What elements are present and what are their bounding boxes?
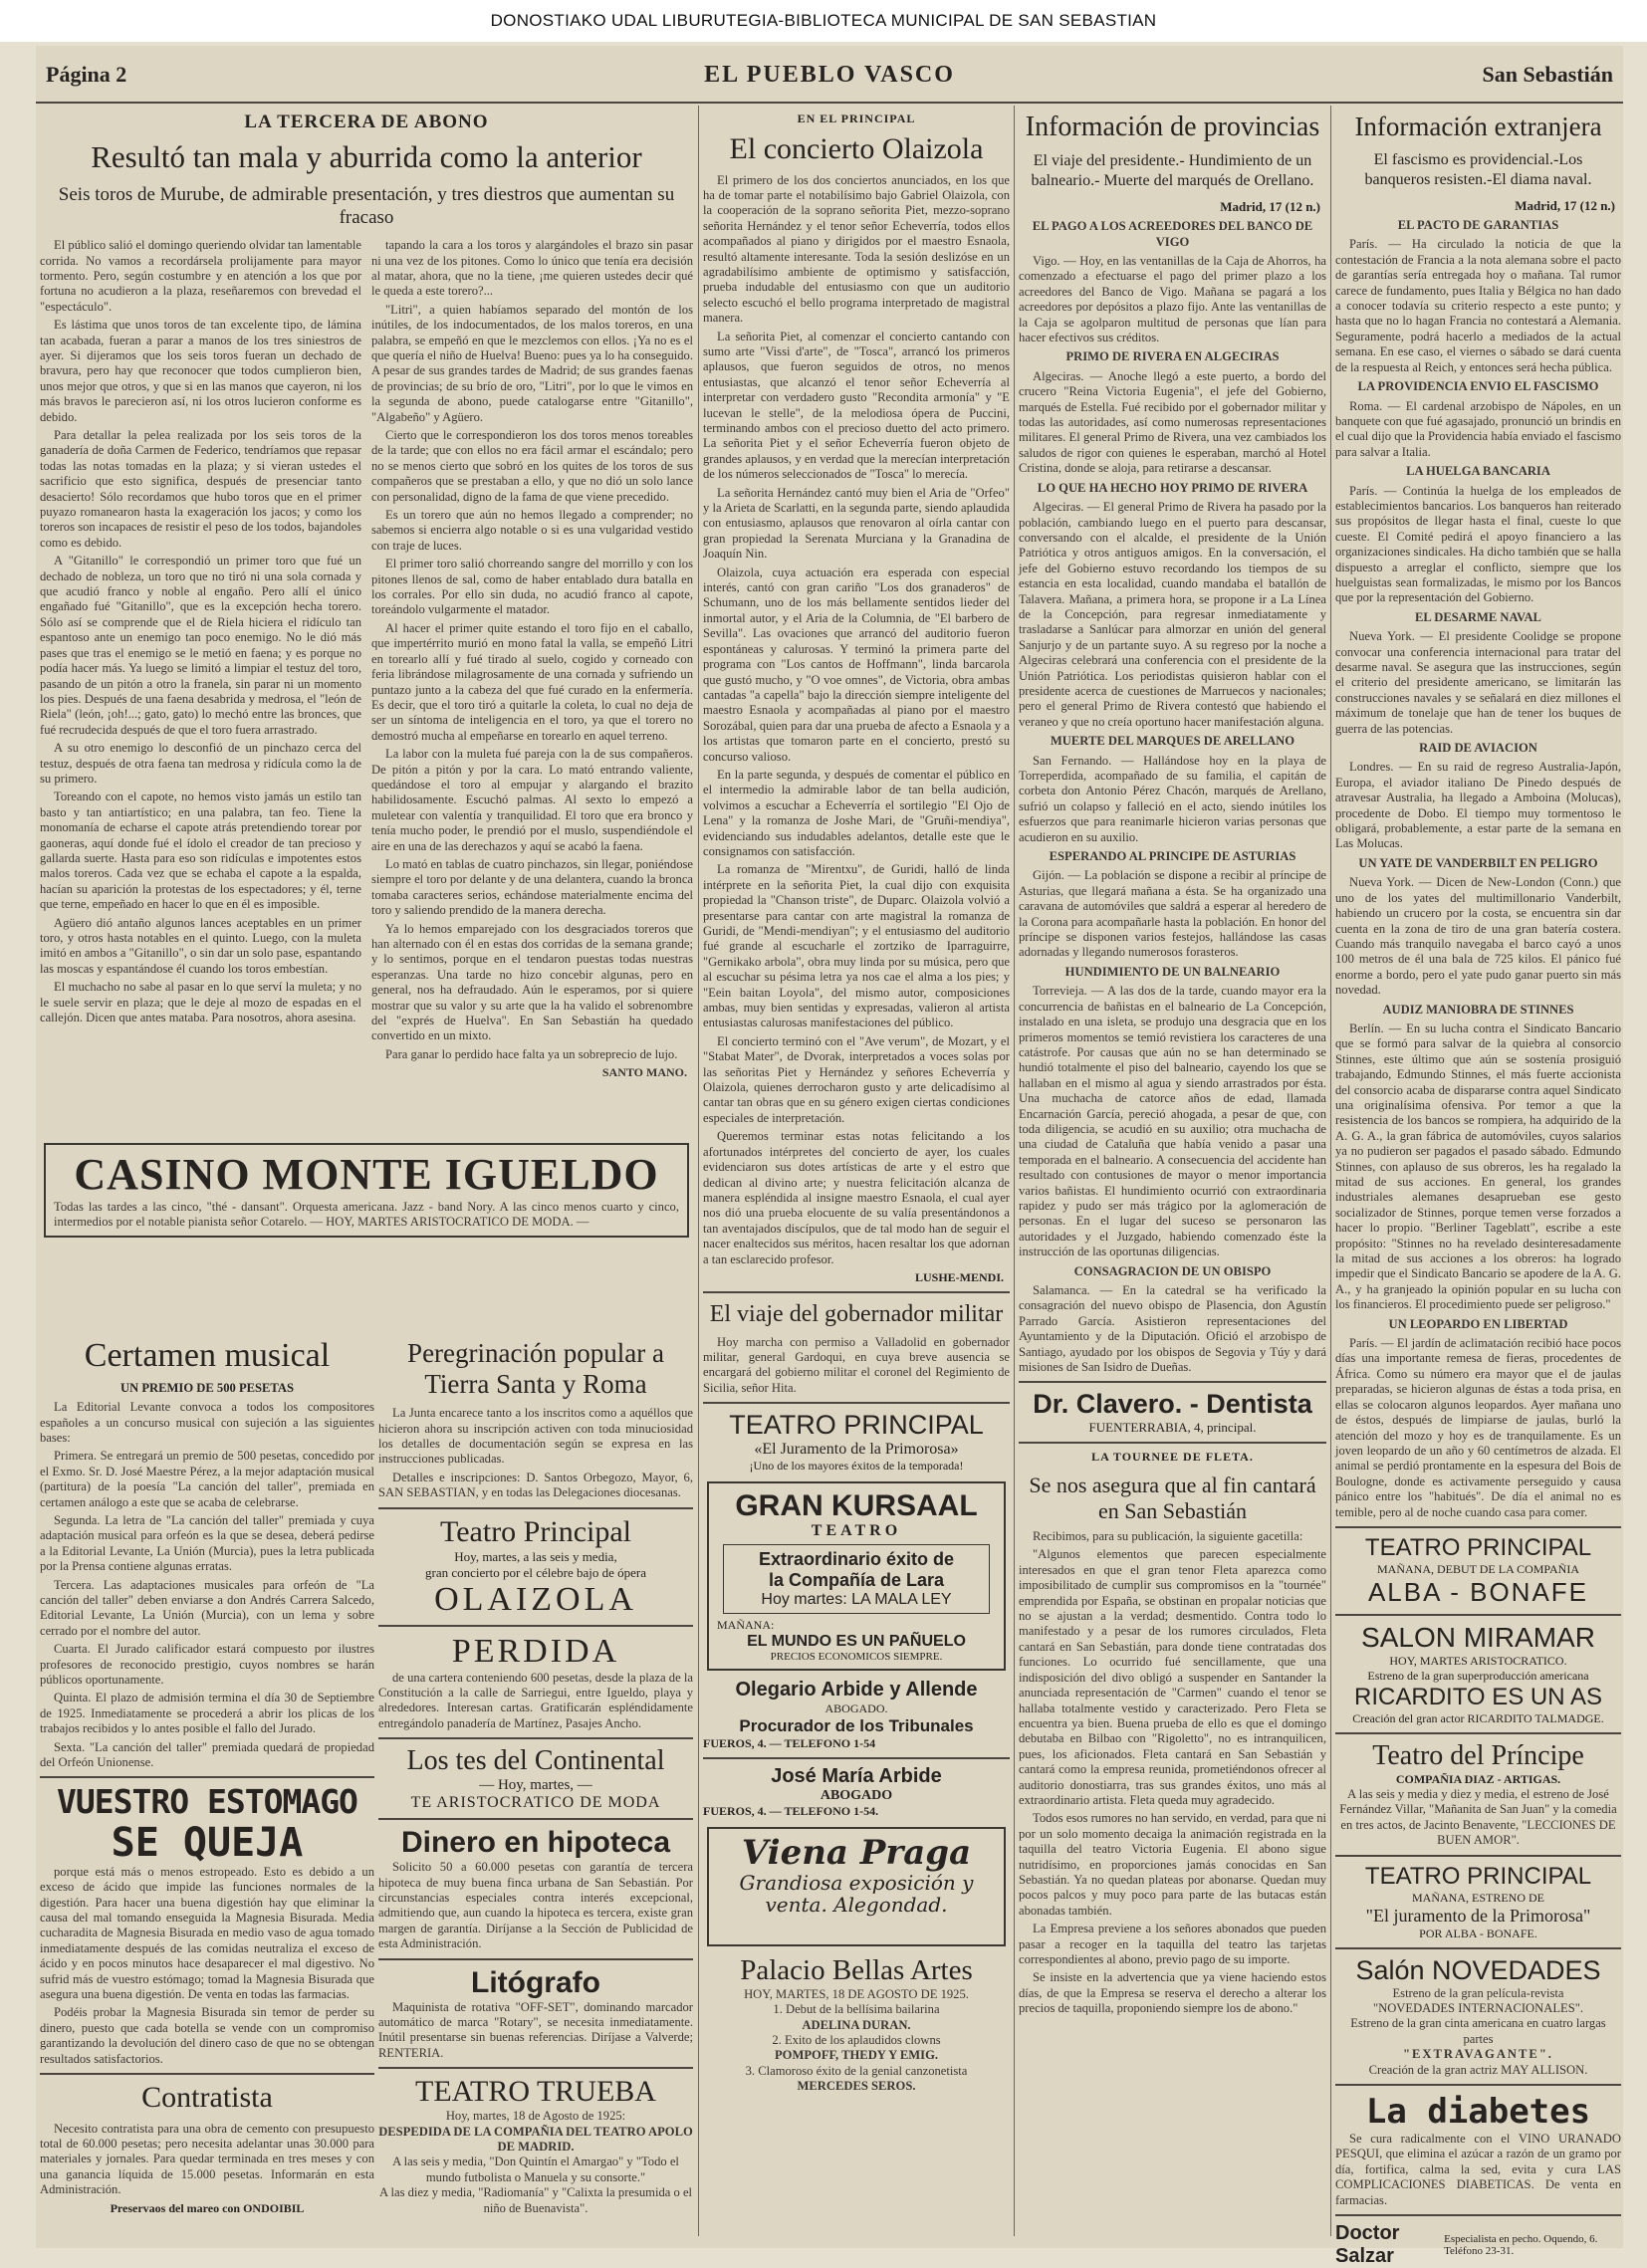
- certamen-body: La Editorial Levante convoca a todos los compositores españoles a un concurso musical con sujeción a las siguientes bases: Primera. Se entregará un premio de 500 pesetas, concedido por el Exmo. Sr. D. José Maestre Pérez, a la mejor adaptación musical (partitura) de la poesía "La canción del taller", premiada en certamen análogo a este que se acaba de celebrarse. Segunda. La letra de "La canción del taller" premiada y cuya adaptación musical para orfeón es la que se desea, deberá pedirse a la Editorial Levante, La Unión (Murcia), pues la letra publicada por la Prensa contiene algunas erratas. Tercera. Las adaptaciones musicales para orfeón de "La canción del taller" deben enviarse a don Andrés Carrera Salcedo, Editorial Levante, La Unión (Murcia), con un lema y sobre cerrado por el nombre del autor. Cuarta. El Jurado calificador estará compuesto por ilustres profesores de reconocido prestigio, cuyos nombres se harán públicos oportunamente. Quinta. El plazo de admisión termina el día 30 de Septiembre de 1925. Inmediatamente se procederá a abrir los plicas de los trabajos recibidos y lo antes posible el fallo del Jurado. Sexta. "La canción del taller" premiada quedará de propiedad del Orfeón Unionense.: [40, 1400, 374, 1770]
- extranjera-headline: Información extranjera: [1354, 112, 1602, 141]
- litografo-title: Litógrafo: [471, 1965, 600, 1999]
- article-body-left: El público salió el domingo queriendo olvidar tan lamentable corrida. No vamos a recordársela prolijamente para mayor tormento. Pero, según costumbre y en atención a los que por fortuna no acudieron a la plaza, reseñaremos con brevedad el "espectáculo". Es lástima que unos toros de tan excelente tipo, de lámina tan acabada, fueran a parar a manos de los tres siniestros de ayer. Si dijeramos que los seis toros fueran un dechado de bravura, pero hay que reconocer que todos cumplieron bien, unos mejor que otros, y que si en las manos que cayeron, ni los más bravos le parecieron así, ni los otros lucieron conforme es debido. Para detallar la pelea realizada por los seis toros de la ganadería de doña Carmen de Federico, tendríamos que repasar todas las notas tomadas en la plaza; y si vieran ustedes el sacrificio que esto significa, después de presenciar tanto desacierto! Sólo recordamos que hubo toros que en el primer puyazo romanearon hasta la exageración los jacos; y como los toreros son incapaces de resistir el peso de los todos, bajandoles como es debido. A "Gitanillo" le correspondió un primer toro que fué un dechado de nobleza, un toro que no tiró ni una sola cornada y que acudió franco y noble al engaño. Pero allí el único engañado fué "Gitanillo", que es la excepción hecha torero. Sólo así se comprende que el de Riela hiciera el ridículo tan espantoso ante un enemigo tan poco enemigo. No le dió más pases que tras el enemigo se le metió en faena; y es porque no podía hacer más. Ya luego se limitó a limpiar el testuz del toro, pasando de un pitón a otro la franela, sin parar ni un momento los pies. Después de una faena desabrida y medrosa, el "león de Riela" (león, ¡oh!...; gato, gato) lo mechó entre las bronces, que fué recrudecida después de que el toro fuera arrastrado. A su otro enemigo lo desconfió de un pinchazo cerca del testuz, después de otra faena tan medrosa y ridícula como la de su primero. Toreando con el capote, no hemos visto jamás un estilo tan basto y tan antiartístico; en una palabra, tan feo. Tiene la monomanía de echarse el capote atrás pretendiendo torear por gaoneras, aquí donde fué el ídolo el creador de tan precioso y gallarda suerte. Hasta para eso son ridículas e impotentes estos malos toreros. Cada vez que se echaba el capote a la espalda, hacían su aparición la protestas de los espectadores; y él, terne que terne, empeñado en hacer lo que en él es imposible. Agüero dió antaño algunos lances aceptables en un primer toro, y otros hasta notables en el quinto. Luego, con la muleta imitó en ambos a "Gitanillo", o sin dar un solo pase, espantando las moscas y espantándose él cuando los toros embestían. El muchacho no sabe al pasar en lo que serví la muleta; y no le suele servir en plaza; que le deje al mozo de espadas en el callejón. Dicen que antes mataba. Para nosotros, ahora asesina.: [40, 238, 361, 1025]
- page-number: Página 2: [46, 62, 127, 87]
- extranjera-column: Información extranjera El fascismo es providencial.-Los banqueros resisten.-El diama naval. Madrid, 17 (12 n.) EL PACTO DE GARANTIAS París. — Ha circulado la noticia de que la contestación de Francia a la nota alemana sobre el pacto de garantías sería entregada hoy o mañana. Tal rumor carece de fundamento, pues Italia y Bélgica no han dado a conocer todavía su criterio respecto a este punto; y hasta que no lo hagan Francia no contestará a Alemania. Seguramente, podrá hacerlo a mediados de la actual semana. En ese caso, el viernes o sábado se dará cuenta de la respuesta al Reich, y entonces será hecha pública. LA PROVIDENCIA ENVIO EL FASCISMO Roma. — El cardenal arzobispo de Nápoles, en un banquete con que fué agasajado, pronunció un brindis en el cual dijo que la Providencia había enviado el fascismo para salvar a Italia. LA HUELGA BANCARIA París. — Continúa la huelga de los empleados de establecimientos bancarios. Los banqueros han reiterado sus propósitos de llegar hasta el final, cueste lo que cueste. El Comité pedirá el apoyo financiero a las organizaciones sindicales. Ha dicho también que se halla dispuesto a arreglar el conflicto, siempre que los huelguistas sean formalizadas, le mismo por los Bancos que por la representación del Gobierno. EL DESARME NAVAL Nueva York. — El presidente Coolidge se propone convocar una conferencia internacional para tratar del desarme naval. Se asegura que las instrucciones, según el criterio del presidente americano, se limitarán las construcciones navales y se señalará en diez millones el máximum de tonelaje que han de tener los buques de guerra de las potencias. RAID DE AVIACION Londres. — En su raid de regreso Australia-Japón, Europa, el aviador italiano De Pinedo después de atravesar Australia, ha llegado a Amboina (Molucas), procedente de Dobo. El tiempo muy tormentoso le obligará, probablemente, a estar parte de la semana en Las Molucas. UN YATE DE VANDERBILT EN PELIGRO Nueva York. — Dicen de New-London (Conn.) que uno de los yates del multimillonario Vanderbilt, habiendo un crucero por la costa, se encuentra sin dar cuenta en la zona de tiro de una gran batería costera. Cuando más tranquilo navegaba el barco cayó a unos 100 metros de él una bala de 725 kilos. El pánico fué enorme a bordo, pero el yate pudo ganar puerto sin más novedad. AUDIZ MANIOBRA DE STINNES Berlín. — En su lucha contra el Sindicato Bancario que se formó para salvar de la quiebra al consorcio Stinnes, este último que aún se sostenía prosiguió trabajando, Edmundo Stinnes, el más fuerte accionista del consorcio acaba de dispararse contra aquel Sindicato una originalísima ofensiva. Por temor a que la resistencia de los bancos se rompiera, ha adquirido de la A. G. A., la gran fábrica de automóviles, cuyos salarios ya no pudieron ser pagados el pasado sábado. Edmundo Stinnes, con aplauso de sus obreros, les ha regalado la mitad de sus acciones. En general, los grandes industriales alemanes desaprueban ese gesto socializador de Stinnes, porque temen verse forzados a hacer lo propio. "Berliner Tageblatt", escribe a este propósito: "Stinnes no ha revelado desinteresadamente la mitad de sus acciones a los obreros: ha logrado impedir que el Sindicato Bancario se apodere de la A. G. A., y ha granjeado la opinión popular en su lucha con los financieros. El procedimiento puede ser peligroso." UN LEOPARDO EN LIBERTAD París. — El jardín de aclimatación recibió hace pocos días una importante remesa de fieras, procedentes de África. Como su número era mayor que el de jaulas preparadas, se hicieron algunas de éstas a toda prisa, en ellas se colocaron algunos leopardos. Ayer mañana uno de éstos, después de limpiarse de jaulas, burló la atención del mozo y hoy es de tranquilamente. Es un joven leopardo de un año y 60 centímetros de alzada. El animal se perdió prontamente en la espesura del Bois de Boulogne, donde es activamente perseguido y causa pánico entre los "habitués". De día el animal no es temible, pero al de noche cuando casa para comer. TEATRO PRINCIPAL MAÑANA, DEBUT DE LA COMPAÑIA ALBA - BONAFE SALON MIRAMAR HOY, MARTES ARISTOCRATICO. Estreno de la gran superproducción americana RICARDITO ES UN AS Creación del gran actor RICARDITO TALMADGE. Teatro del Príncipe COMPAÑIA DIAZ - ARTIGAS. A las seis y media y diez y media, el estreno de José Fernández Villar, "Mañanita de San Juan" y la comedia en tres actos, de Jacinto Benavente, "LECCIONES DE BUEN AMOR". TEATRO PRINCIPAL MAÑANA, ESTRENO DE "El juramento de la Primorosa" POR ALBA - BONAFE. Salón NOVEDADES Estreno de la gran película-revista "NOVEDADES INTERNACIONALES". Estreno de la gran cinta americana en cuatro largas partes "EXTRAVAGANTE". Creación de la gran actriz MAY ALLISON. La diabetes Se cura radicalmente con el VINO URANADO PESQUI, que elimina el azúcar a razón de un gramo por día, fortifica, calma la sed, evita y cura LAS COMPLICACIONES DIABETICAS. De venta en farmacias. Doctor Salzar Especialista en pecho. Oquendo, 6. Teléfono 23-31.: [1335, 112, 1621, 2268]
- bullfight-article: [40, 106, 693, 1260]
- contratista-title: Contratista: [141, 2081, 273, 2115]
- viaje-title: El viaje del gobernador militar: [709, 1300, 1004, 1327]
- article-body-right: tapando la cara a los toros y alargándoles el brazo sin pasar ni una vez de los pitones. Como lo único que tenía era decisión al matar, ahora, que no la tiene, ¡me quieren ustedes decir qué le queda a este torero?... "Litri", a quien habíamos separado del montón de los inútiles, de los indocumentados, de los malos toreros, en una palabra, se empeñó en que le mezclemos con ellos. ¡Ya no es el que quería el niño de Huelva! Bueno: pues ya lo ha conseguido. A pesar de sus grandes tardes de Madrid; de sus grandes faenas de provincias; de su brío de oro, "Litri", por lo que le vimos en la segunda de abono, puede catalogarse entre "Gitanillo", "Algabeño" y Agüero. Cierto que le correspondieron los dos toros menos toreables de la tarde; que con ellos no era fácil armar el escándalo; pero no se menos cierto que sobró en los quites de los toros de sus compañeros que se prestaban a ello, y que no dió un solo lance con personalidad, digno de la fama de que viene precedido. Es un torero que aún no hemos llegado a comprender; no sabemos si encierra algo notable o si es una vulgaridad vestido con traje de luces. El primer toro salió chorreando sangre del morrillo y con los pitones llenos de sal, como de haber entablado dura batalla en los corrales. Por ello sin duda, no acudió franco al capote, toreándolo vulgarmente el matador. Al hacer el primer quite estando el toro fijo en el caballo, que impertérrito murió en mono fatal la valla, se empeñó Litri en torearlo allí y fué tirado al suelo, cogido y corneado con feria librándose milagrosamente de una cornada y sufriendo un puntazo junto a la cabeza del que fué curado en la enfermería. Es decir, que el toro tiró a quitarle la coleta, lo cual no deja de ser un síntoma de inteligencia en el toro, ya que el torero no demostró mucha al empeñarse en torearlo en aquel terreno. La labor con la muleta fué pareja con la de sus compañeros. De pitón a pitón y por la cara. Lo mató entrando valiente, quedándose el toro al empujar y alargando el brazito habilidosamente. Escuchó palmas. Al sexto lo empezó a muletear con valentía y tranquilidad. El toro que era bronco y tenía mucho poder, le prendió por el muslo, suspendiéndole el aire en una de las derechazos y aquí se acabó la faena. Lo mató en tablas de cuatro pinchazos, sin llegar, poniéndose siempre el toro por delante y de una delantera, cuando la bronca tomaba caracteres serios, echándose materialmente encima del toro y saliendo prendido de la manera derecha. Ya lo hemos emparejado con los desgraciados toreros que han alternado con él en estas dos corridas de la semana grande; y lo sentimos, porque en el tendaron puestas todas nuestras esperanzas. Una tarde no hizo concebir algunas, pero en general, nos ha defraudado. Aún le esperamos, por si quiere mostrar que su valor y su arte que la ha valido el sobrenombre del "exprés de Huelva". En San Sebastián ha quedado convertido en un mixto. Para ganar lo perdido hace falta ya un sobreprecio de lujo. SANTO MANO.: [371, 238, 693, 1080]
- fleta-body: Recibimos, para su publicación, la siguiente gacetilla: "Algunos elementos que parecen especialmente interesados en que el gran tenor Fleta aparezca como imposibilitado de cumplir sus compromisos en la "tournée" emprendida por España, se obstinan en propalar noticias que no se ajustan a la verdad; desmentido. Contra todo lo manifestado y a pesar de los rumores circulados, Fleta cantará en San Sebastián, para donde tiene contratadas dos funciones. Lo ocurrido fué sencillamente, que una indisposición del divo obligó a suspender en Santander la anunciada representación de "Carmen" cuando el tenor se hallaba totalmente vestido y caracterizado. Pero Fleta se encuentra ya bien. Buena prueba de ello es que el domingo debutaba en Bilbao con "Rigoletto", no es intranquilicen, pues, los aficionados. Fleta cantará en San Sebastián y cantará como la empresa reunida, prometiéndonos ofrecer al auditorio donostiarra, tras sus grandes éxitos, uno más al extraordinario artista. Fleta queda muy agradecido. Todos esos rumores no han servido, en verdad, para que ni por un solo momento decaiga la animación registrada en la taquilla del teatro Victoria Eugenia. El abono sigue nutridísimo, en proporciones jamás conocidas en San Sebastián. Ya no quedan plateas por abonarse. Quedan muy pocos palcos y muy poco para parte de las butacas están abonadas también. La Empresa previene a los señores abonados que pueden pasar a recoger en la taquilla del teatro las tarjetas correspondientes al abono, previo pago de su importe. Se insiste en la advertencia que ya viene haciendo estos días, de que la Empresa se reserva el derecho a alterar los precios de taquilla, proponiendo siempre los de abono.": [1019, 1529, 1326, 2016]
- provincias-headline: Información de provincias: [1025, 112, 1320, 142]
- certamen-title: Certamen musical: [84, 1337, 331, 1374]
- article-kicker: LA TERCERA DE ABONO: [244, 112, 489, 132]
- stomach-title-1: VUESTRO ESTOMAGO: [57, 1782, 357, 1822]
- extranjera-body: EL PACTO DE GARANTIAS París. — Ha circulado la noticia de que la contestación de Francia a la nota alemana sobre el pacto de garantías sería entregada hoy o mañana. Tal rumor carece de fundamento, pues Italia y Bélgica no han dado a conocer todavía su criterio respecto a este punto; y hasta que no lo hagan Francia no contestará a Alemania. Seguramente, podrá hacerlo a mediados de la actual semana. En ese caso, el viernes o sábado se dará cuenta de la respuesta al Reich, y entonces será hecha pública. LA PROVIDENCIA ENVIO EL FASCISMO Roma. — El cardenal arzobispo de Nápoles, en un banquete con que fué agasajado, pronunció un brindis en el cual dijo que la Providencia había enviado el fascismo para salvar a Italia. LA HUELGA BANCARIA París. — Continúa la huelga de los empleados de establecimientos bancarios. Los banqueros han reiterado sus propósitos de llegar hasta el final, cueste lo que cueste. El Comité pedirá el apoyo financiero a las organizaciones sindicales. Ha dicho también que se halla dispuesto a arreglar el conflicto, siempre que los huelguistas sean formalizadas, le mismo por los Bancos que por la representación del Gobierno. EL DESARME NAVAL Nueva York. — El presidente Coolidge se propone convocar una conferencia internacional para tratar del desarme naval. Se asegura que las instrucciones, según el criterio del presidente americano, se limitarán las construcciones navales y se señalará en diez millones el máximum de tonelaje que han de tener los buques de guerra de las potencias. RAID DE AVIACION Londres. — En su raid de regreso Australia-Japón, Europa, el aviador italiano De Pinedo después de atravesar Australia, ha llegado a Amboina (Molucas), procedente de Dobo. El tiempo muy tormentoso le obligará, probablemente, a estar parte de la semana en Las Molucas. UN YATE DE VANDERBILT EN PELIGRO Nueva York. — Dicen de New-London (Conn.) que uno de los yates del multimillonario Vanderbilt, habiendo un crucero por la costa, se encuentra sin dar cuenta en la zona de tiro de una gran batería costera. Cuando más tranquilo navegaba el barco cayó a unos 100 metros de él una bala de 725 kilos. El pánico fué enorme a bordo, pero el yate pudo ganar puerto sin más novedad. AUDIZ MANIOBRA DE STINNES Berlín. — En su lucha contra el Sindicato Bancario que se formó para salvar de la quiebra al consorcio Stinnes, este último que aún se sostenía prosiguió trabajando, Edmundo Stinnes, el más fuerte accionista del consorcio acaba de dispararse contra aquel Sindicato una originalísima ofensiva. Por temor a que la resistencia de los bancos se rompiera, ha adquirido de la A. G. A., la gran fábrica de automóviles, cuyos salarios ya no pudieron ser pagados el pasado sábado. Edmundo Stinnes, con aplauso de sus obreros, les ha regalado la mitad de sus acciones. En general, los grandes industriales alemanes desaprueban ese gesto socializador de Stinnes, porque temen verse forzados a hacer lo propio. "Berliner Tageblatt", escribe a este propósito: "Stinnes no ha revelado desinteresadamente la mitad de sus acciones a los obreros: ha logrado impedir que el Sindicato Bancario se apodere de la A. G. A., y ha granjeado la opinión popular en su lucha con los financieros. El procedimiento puede ser peligroso." UN LEOPARDO EN LIBERTAD París. — El jardín de aclimatación recibió hace pocos días una importante remesa de fieras, procedentes de África. Como su número era mayor que el de jaulas preparadas, se hicieron algunas de éstas a toda prisa, en ellas se colocaron algunos leopardos. Ayer mañana uno de éstos, después de limpiarse de jaulas, burló la atención del mozo y hoy es de tranquilamente. Es un joven leopardo de un año y 60 centímetros de alzada. El animal se perdió prontamente en la espesura del Bois de Boulogne, donde es activamente perseguido y causa pánico entre los "habitués". De día el animal no es temible, pero al de noche cuando casa para comer.: [1335, 218, 1621, 1519]
- column-rule: [1014, 106, 1015, 2236]
- concert-body: El primero de los dos conciertos anunciados, en los que ha de tomar parte el notabilísimo bajo Gabriel Olaizola, con la cooperación de la soprano señorita Piet, mezzo-soprano señorita Hernández y el tenor señor Echeverría, todos ellos acompañados al piano y dirigidos por el maestro Esnaola, resultó altamente interesante. Toda la sesión deslizóse en un agradabilísimo ambiente de optimismo y satisfacción, prueba indudable del entusiasmo con que un auditorio selecto escuchó el bello programa interpretado de magistral manera. La señorita Piet, al comenzar el concierto cantando con sumo arte "Vissi d'arte", de "Tosca", arrancó los primeros aplausos, que fueron seguidos de otros, no menos entusiastas, que alcanzó el tenor señor Echeverría al interpretar con verdadero gusto "Recondita armonía" y "E lucevan le stelle", de la melodiosa ópera de Puccini, terminando ambos con el precioso duetto del acto primero. La señorita Piet y el señor Echeverría fueron objeto de grandes aplausos, y en verdad que la merecían interpretación de los números seleccionados de "Tosca" lo merecía. La señorita Hernández cantó muy bien el Aria de "Orfeo" y la Arieta de Scarlatti, en la segunda parte, siendo aplaudida con entusiasmo, aplausos que renovaron al oírla cantar con gran propiedad la Serenata Murciana y la Granadina de Joaquín Nin. Olaizola, cuya actuación era esperada con especial interés, cantó con gran cariño "Los dos granaderos" de Schumann, uno de los más bellamente sentidos lieder del inmortal autor, y el Aria de la Columnia, de "El barbero de Sevilla". Las ovaciones que arrancó del auditorio fueron espontáneas y calurosas. Y terminó la primera parte del programa con "Los cantos de Hoffmann", linda barcarola que gustó mucho, y "O voe omnes", de Victoria, obra ambas cantadas "a capella" bajo la dirección siempre inteligente del maestro Esnaola y acompañadas al piano por el maestro Sorozábal, quien para dar una prueba de afecto a Esnaola y a los artistas que tomaron parte en el concierto, prestó su concurso valioso. En la parte segunda, y después de comentar el público en el intermedio la admirable labor de tan bella audición, volvimos a escuchar a Echeverría el sortilegio "El Ojo de Lena" y la romanza de Joshe Mari, de "Gruñi-mendiya", evidenciando sus indudables adelantos, detalle este que le consignamos con satisfacción. La romanza de "Mirentxu", de Guridi, halló de linda intérprete en la señorita Piet, la cual dijo con exquisita propiedad la "Chanson triste", de Duparc. Olaizola volvió a presentarse para cantar con arte magistral la romanza de Guridi, de "Mendi-mendiyan"; y el entusiasmo del auditorio fué grande al escucharle el zortziko de Iparraguirre, "Gernikako arbola", obra muy linda por su música, pero que al escuchar su pésima letra ya nos cae el alma a los pies; y "Eein baitan Loyola", del mismo autor, composiciones ambas, muy bien sentidas y expresadas, valieron al artista entusiastas calurosas manifestaciones del público. El concierto terminó con el "Ave verum", de Mozart, y el "Stabat Mater", de Dvorak, interpretados a voces solas por las señoritas Piet y Hernández y señores Echeverría y Olaizola, quienes derrocharon gusto y arte delicadísimo al cantar tan obras que en su género exigen ciertas condiciones especiales de interpretación. Queremos terminar estas notas felicitando a los afortunados intérpretes del concierto de ayer, los cuales evidenciaron sus dotes artísticas de arte y el estro que dedican al divino arte; y nuestra felicitación alcanza de manera espléndida al insigne maestro Esnaola, el cual ayer nos dió una prueba elocuente de su valía presentándonos a tan aventajados discípulos, que de tal modo han de seguir el nacer enaltecidos sus méritos, hacen resaltar los que adornan a tan esclarecido profesor.: [703, 172, 1010, 1266]
- clavero-title: Dr. Clavero. - Dentista: [1033, 1389, 1312, 1420]
- newspaper-title: EL PUEBLO VASCO: [704, 62, 955, 88]
- trueba-title: TEATRO TRUEBA: [415, 2075, 656, 2109]
- teatro-principal-title: Teatro Principal: [440, 1514, 631, 1548]
- casino-title: CASINO MONTE IGUELDO: [74, 1150, 659, 1200]
- left-bottom-column: [40, 1330, 374, 2236]
- contratista-text: Necesito contratista para una obra de cemento con presupuesto total de 60.000 pesetas; pero necesita adelantar unas 30.000 para materiales y jornales. Para quedar terminada en tres meses y con una ganancia líquida de 15.000 pesetas. Informarán en esta Administración.: [40, 2121, 374, 2197]
- column-rule: [698, 106, 699, 2236]
- olaizola-name: OLAIZOLA: [434, 1580, 637, 1618]
- masthead: [36, 56, 1623, 104]
- perdida-title: PERDIDA: [451, 1632, 620, 1670]
- column-rule: [1330, 106, 1331, 2236]
- article-dek: Seis toros de Murube, de admirable presentación, y tres diestros que aumentan su fracaso: [58, 183, 675, 229]
- principe-title: Teatro del Príncipe: [1372, 1739, 1584, 1771]
- peregrinacion-title: Peregrinación popular a Tierra Santa y Roma: [407, 1338, 664, 1400]
- newspaper-page: [36, 46, 1623, 2268]
- casino-text: Todas las tardes a las cinco, "thé - dansant". Orquesta americana. Jazz - band Nory. A las cinco menos cuarto y cinco, intermedios por el notable pianista señor Cotarelo. — HOY, MARTES ARISTOCRATICO DE MODA. —: [54, 1199, 679, 1229]
- mareo-ad: Preservaos del mareo con ONDOIBIL: [110, 2200, 305, 2215]
- article-signature: SANTO MANO.: [601, 1065, 687, 1080]
- fleta-headline: Se nos asegura que al fin cantará en San Sebastián: [1029, 1473, 1316, 1523]
- palacio-title: Palacio Bellas Artes: [740, 1953, 973, 1986]
- article-headline: Resultó tan mala y aburrida como la anterior: [91, 139, 642, 174]
- dinero-title: Dinero en hipoteca: [400, 1826, 671, 1860]
- provincias-column: Información de provincias El viaje del presidente.- Hundimiento de un balneario.- Muerte del marqués de Orellano. Madrid, 17 (12 n.) EL PAGO A LOS ACREEDORES DEL BANCO DE VIGO Vigo. — Hoy, en las ventanillas de la Caja de Ahorros, ha comenzado a efectuarse el pago del primer plazo a los acreedores del Banco de Vigo. Mañana se pagará a los acreedores por depósitos a plazo fijo. Ante las ventanillas de la Caja se agolparon multitud de personas que lían para hacer efectivos sus créditos. PRIMO DE RIVERA EN ALGECIRAS Algeciras. — Anoche llegó a este puerto, a bordo del crucero "Reina Victoria Eugenia", el jefe del Gobierno, marqués de Estella. Fué recibido por el gobernador militar y todas las autoridades, así como numerosas representaciones militares. El general Primo de Rivera, una vez cambiados los saludos de rigor con quienes le esperaban, marchó al Hotel Cristina, donde se aloja, para retirarse a descansar. LO QUE HA HECHO HOY PRIMO DE RIVERA Algeciras. — El general Primo de Rivera ha pasado por la población, cambiando luego en el puerto para descansar, conversando con el alcalde, el presidente de la Unión Patriótica y otros antiguos amigos. En la conversación, el jefe del Gobierno estuvo recordando los tiempos de su estancia en esta localidad, cuando mandaba el batallón de Talavera. Mañana, a primera hora, se propone ir a La Línea de la Concepción, para regresar inmediatamente y trasladarse a Sanlúcar para almorzar en unión del general Sanjurjo y de un partante suyo. A su regreso por la noche a Algeciras celebrará una conferencia con el presidente de la Unión Patriótica. Los periodistas quisieron hablar con el presidente acerca de cuestiones de Marruecos y nacionales; pero el general Primo de Rivera contestó que habiendo el veraneo y que no creía oportuno hacer manifestación alguna. MUERTE DEL MARQUES DE ARELLANO San Fernando. — Hallándose hoy en la playa de Torreperdida, acompañado de su familia, el capitán de corbeta don Antonio Pérez Chacón, marqués de Arellano, sufrió un colapso y falleció en el acto, siendo inútiles los esfuerzos que para reanimarle hicieron varias personas que acudieron en su auxilio. ESPERANDO AL PRINCIPE DE ASTURIAS Gijón. — La población se dispone a recibir al príncipe de Asturias, que llegará mañana a ésta. Se ha organizado una caravana de automóviles que saldrá a esperar al heredero de la Corona para acompañarle hasta la población. En honor del príncipe se disponen varios festejos, hallándose las casas adornadas y llegando numerosos forasteros. HUNDIMIENTO DE UN BALNEARIO Torrevieja. — A las dos de la tarde, cuando mayor era la concurrencia de bañistas en el balneario de La Concepción, instalado en una isleta, se produjo una desgracia que en los primeros momentos se temió revistiera los caracteres de una catástrofe. Por causas que aún no se han determinado se hundió totalmente el piso del balneario, cayendo los que se hallaban en el mismo al agua y siendo arrastrados por ésta. Una muchacha de catorce años de edad, llamada Encarnación García, pereció ahogada, a pesar de que, con toda diligencia, se acudió en su auxilio; otra muchacha de una ciudad de Cataluña que había venido a pasar una temporada en el balneario. A consecuencia del accidente han resultado con contusiones de mayor o menor importancia varios bañistas. El hundimiento ocurrió con extraordinaria rapidez y pudo ser más trágico por la aglomeración de personas. En el lugar del suceso se personaron las autoridades y el Juzgado, habiendo comenzado éste la instrucción de las oportunas diligencias. CONSAGRACION DE UN OBISPO Salamanca. — En la catedral se ha verificado la consagración del nuevo obispo de Plasencia, don Agustín Parrado García. Asistieron representaciones del Ayuntamiento y de la Diputación. Ofició el arzobispo de Santiago, ayudado por los obispos de Segovia y Túy y dará misiones de San Isidro de Dueñas. Dr. Clavero. - Dentista FUENTERRABIA, 4, principal. LA TOURNEE DE FLETA. Se nos asegura que al fin cantará en San Sebastián Recibimos, para su publicación, la siguiente gacetilla: "Algunos elementos que parecen especialmente interesados en que el gran tenor Fleta aparezca como imposibilitado de cumplir sus compromisos en la "tournée" emprendida por España, se obstinan en propalar noticias que no se ajustan a la verdad; desmentido. Contra todo lo manifestado y a pesar de los rumores circulados, Fleta cantará en San Sebastián, para donde tiene contratadas dos funciones. Lo ocurrido fué sencillamente, que una indisposición del divo obligó a suspender en Santander la anunciada representación de "Carmen" cuando el tenor se hallaba totalmente vestido y caracterizado. Pero Fleta se encuentra ya bien. Buena prueba de ello es que el domingo debutaba en Bilbao con "Rigoletto", no es intranquilicen, pues, los aficionados. Fleta cantará en San Sebastián y cantará como la empresa reunida, prometiéndonos ofrecer al auditorio donostiarra, tras sus grandes éxitos, uno más al extraordinario artista. Fleta queda muy agradecido. Todos esos rumores no han servido, en verdad, para que ni por un solo momento decaiga la animación registrada en la taquilla del teatro Victoria Eugenia. El abono sigue nutridísimo, en proporciones jamás conocidas en San Sebastián. Ya no quedan plateas por abonarse. Quedan muy pocos palcos y muy poco para parte de las butacas están abonadas también. La Empresa previene a los señores abonados que pueden pasar a recoger en la taquilla del teatro las tarjetas correspondientes al abono, previo pago de su importe. Se insiste en la advertencia que ya viene haciendo estos días, de que la Empresa se reserva el derecho a alterar los precios de taquilla, proponiendo siempre los de abono.": [1019, 112, 1326, 2016]
- diabetes-title: La diabetes: [1365, 2092, 1591, 2133]
- concert-headline: El concierto Olaizola: [729, 132, 984, 165]
- ads-column: Peregrinación popular a Tierra Santa y Roma La Junta encarece tanto a los inscritos como a aquéllos que hicieron ahora su inscripción activen con toda minuciosidad los detalles de documentación según se expresa en las instrucciones publicadas. Detalles e inscripciones: D. Santos Orbegozo, Mayor, 6, SAN SEBASTIAN, y en todas las Delegaciones diocesanas. Teatro Principal Hoy, martes, a las seis y media, gran concierto por el célebre bajo de ópera OLAIZOLA PERDIDA de una cartera conteniendo 600 pesetas, desde la plaza de la Constitución a la calle de Sarriegui, entre Igueldo, playa y alrededores. Interesan cartas. Gratificarán espléndidamente entregándolo panadería de Martínez, Pasajes Ancho. Los tes del Continental — Hoy, martes, — TE ARISTOCRATICO DE MODA Dinero en hipoteca Solicito 50 a 60.000 pesetas con garantía de tercera hipoteca de muy buena finca urbana de San Sebastián. Por circunstancias especiales contra interés excepcional, admitiendo que, aun cuando la hipoteca es tercera, existe gran margen de garantía. Diríjanse a la Sección de Publicidad de esta Administración. Litógrafo Maquinista de rotativa "OFF-SET", dominando marcador automático de marca "Rotary", se necesita inmediatamente. Inútil presentarse sin buenas referencias. Diríjase a Valverde; RENTERIA. TEATRO TRUEBA Hoy, martes, 18 de Agosto de 1925: DESPEDIDA DE LA COMPAÑIA DEL TEATRO APOLO DE MADRID. A las seis y media, "Don Quintín el Amargao" y "Todo el mundo futbolista o Manuela y su consorte." A las diez y media, "Radiomanía" y "Calixta la presumida o el niño de Buenavista".: [378, 1338, 693, 2215]
- casino-ad: [44, 1143, 689, 1238]
- certamen-sub: UN PREMIO DE 500 PESETAS: [120, 1381, 294, 1396]
- novedades-title: Salón NOVEDADES: [1355, 1954, 1601, 1985]
- library-banner: DONOSTIAKO UDAL LIBURUTEGIA-BIBLIOTECA MUNICIPAL DE SAN SEBASTIAN: [0, 0, 1647, 42]
- salzar-name: Doctor Salzar: [1335, 2222, 1400, 2268]
- city-name: San Sebastián: [1482, 62, 1613, 87]
- concert-column: EN EL PRINCIPAL El concierto Olaizola El primero de los dos conciertos anunciados, en los que ha de tomar parte el notabilísimo bajo Gabriel Olaizola, con la cooperación de la soprano señorita Piet, mezzo-soprano señorita Hernández y el tenor señor Echeverría, todos ellos acompañados al piano y dirigidos por el maestro Esnaola, resultó altamente interesante. Toda la sesión deslizóse en un agradabilísimo ambiente de optimismo y satisfacción, prueba indudable del entusiasmo con que un auditorio selecto escuchó el bello programa interpretado de magistral manera. La señorita Piet, al comenzar el concierto cantando con sumo arte "Vissi d'arte", de "Tosca", arrancó los primeros aplausos, que fueron seguidos de otros, no menos entusiastas, que alcanzó el tenor señor Echeverría al interpretar con verdadero gusto "Recondita armonía" y "E lucevan le stelle", de la melodiosa ópera de Puccini, terminando ambos con el precioso duetto del acto primero. La señorita Piet y el señor Echeverría fueron objeto de grandes aplausos, y en verdad que la merecían interpretación de los números seleccionados de "Tosca" lo merecía. La señorita Hernández cantó muy bien el Aria de "Orfeo" y la Arieta de Scarlatti, en la segunda parte, siendo aplaudida con entusiasmo, aplausos que renovaron al oírla cantar con gran propiedad la Serenata Murciana y la Granadina de Joaquín Nin. Olaizola, cuya actuación era esperada con especial interés, cantó con gran cariño "Los dos granaderos" de Schumann, uno de los más bellamente sentidos lieder del inmortal autor, y el Aria de la Columnia, de "El barbero de Sevilla". Las ovaciones que arrancó del auditorio fueron espontáneas y calurosas. Y terminó la primera parte del programa con "Los cantos de Hoffmann", linda barcarola que gustó mucho, y "O voe omnes", de Victoria, obra ambas cantadas "a capella" bajo la dirección siempre inteligente del maestro Esnaola y acompañadas al piano por el maestro Sorozábal, quien para dar una prueba de afecto a Esnaola y a los artistas que tomaron parte en el concierto, prestó su concurso valioso. En la parte segunda, y después de comentar el público en el intermedio la admirable labor de tan bella audición, volvimos a escuchar a Echeverría el sortilegio "El Ojo de Lena" y la romanza de Joshe Mari, de "Gruñi-mendiya", evidenciando sus indudables adelantos, detalle este que le consignamos con satisfacción. La romanza de "Mirentxu", de Guridi, halló de linda intérprete en la señorita Piet, la cual dijo con exquisita propiedad la "Chanson triste", de Duparc. Olaizola volvió a presentarse para cantar con arte magistral la romanza de Guridi, de "Mendi-mendiyan"; y el entusiasmo del auditorio fué grande al escucharle el zortziko de Iparraguirre, "Gernikako arbola", obra muy linda por su música, pero que al escuchar su pésima letra ya nos cae el alma a los pies; y "Eein baitan Loyola", del mismo autor, composiciones ambas, muy bien sentidas y expresadas, valieron al artista entusiastas calurosas manifestaciones del público. El concierto terminó con el "Ave verum", de Mozart, y el "Stabat Mater", de Dvorak, interpretados a voces solas por las señoritas Piet y Hernández y señores Echeverría y Olaizola, quienes derrocharon gusto y arte delicadísimo al cantar tan obras que en su género exigen ciertas condiciones especiales de interpretación. Queremos terminar estas notas felicitando a los afortunados intérpretes del concierto de ayer, los cuales evidenciaron sus dotes artísticas de arte y el estro que dedican al divino arte; y nuestra felicitación alcanza de manera espléndida al insigne maestro Esnaola, el cual ayer nos dió una prueba elocuente de su valía presentándonos a tan aventajados discípulos, que de tal modo han de seguir el nacer enaltecidos sus méritos, hacen resaltar los que adornan a tan esclarecido profesor. LUSHE-MENDI. El viaje del gobernador militar Hoy marcha con permiso a Valladolid en gobernador militar, general Gardoqui, en cuya breve ausencia se encargará del gobierno militar el coronel del Regimiento de Sicilia, señor Hita. TEATRO PRINCIPAL «El Juramento de la Primorosa» ¡Uno de los mayores éxitos de la temporada! GRAN KURSAAL TEATRO Extraordinario éxito de la Compañía de Lara Hoy martes: LA MALA LEY MAÑANA: EL MUNDO ES UN PAÑUELO PRECIOS ECONOMICOS SIEMPRE. Olegario Arbide y Allende ABOGADO. Procurador de los Tribunales FUEROS, 4. — TELEFONO 1-54 José María Arbide ABOGADO FUEROS, 4. — TELEFONO 1-54. Viena Praga Grandiosa exposición y venta. Alegondad. Palacio Bellas Artes HOY, MARTES, 18 DE AGOSTO DE 1925. 1. Debut de la bellísima bailarina ADELINA DURAN. 2. Exito de los aplaudidos clowns POMPOFF, THEDY Y EMIG. 3. Clamoroso éxito de la genial canzonetista MERCEDES SEROS.: [703, 112, 1010, 2094]
- stomach-title-2: SE QUEJA: [111, 1819, 304, 1866]
- tes-title: Los tes del Continental: [406, 1745, 665, 1777]
- kursaal-ad: GRAN KURSAAL TEATRO Extraordinario éxito de la Compañía de Lara Hoy martes: LA MALA LEY MAÑANA: EL MUNDO ES UN PAÑUELO PRECIOS ECONOMICOS SIEMPRE.: [707, 1481, 1006, 1671]
- tp-title: TEATRO PRINCIPAL: [729, 1410, 984, 1441]
- provincias-body: EL PAGO A LOS ACREEDORES DEL BANCO DE VIGO Vigo. — Hoy, en las ventanillas de la Caja de Ahorros, ha comenzado a efectuarse el pago del primer plazo a los acreedores del Banco de Vigo. Mañana se pagará a los acreedores por depósitos a plazo fijo. Ante las ventanillas de la Caja se agolparon multitud de personas que lían para hacer efectivos sus créditos. PRIMO DE RIVERA EN ALGECIRAS Algeciras. — Anoche llegó a este puerto, a bordo del crucero "Reina Victoria Eugenia", el jefe del Gobierno, marqués de Estella. Fué recibido por el gobernador militar y todas las autoridades, así como numerosas representaciones militares. El general Primo de Rivera, una vez cambiados los saludos de rigor con quienes le esperaban, marchó al Hotel Cristina, donde se aloja, para retirarse a descansar. LO QUE HA HECHO HOY PRIMO DE RIVERA Algeciras. — El general Primo de Rivera ha pasado por la población, cambiando luego en el puerto para descansar, conversando con el alcalde, el presidente de la Unión Patriótica y otros antiguos amigos. En la conversación, el jefe del Gobierno estuvo recordando los tiempos de su estancia en esta localidad, cuando mandaba el batallón de Talavera. Mañana, a primera hora, se propone ir a La Línea de la Concepción, para regresar inmediatamente y trasladarse a Sanlúcar para almorzar en unión del general Sanjurjo y de un partante suyo. A su regreso por la noche a Algeciras celebrará una conferencia con el presidente de la Unión Patriótica. Los periodistas quisieron hablar con el presidente acerca de cuestiones de Marruecos y nacionales; pero el general Primo de Rivera contestó que habiendo el veraneo y que no creía oportuno hacer manifestación alguna. MUERTE DEL MARQUES DE ARELLANO San Fernando. — Hallándose hoy en la playa de Torreperdida, acompañado de su familia, el capitán de corbeta don Antonio Pérez Chacón, marqués de Arellano, sufrió un colapso y falleció en el acto, siendo inútiles los esfuerzos que para reanimarle hicieron varias personas que acudieron en su auxilio. ESPERANDO AL PRINCIPE DE ASTURIAS Gijón. — La población se dispone a recibir al príncipe de Asturias, que llegará mañana a ésta. Se ha organizado una caravana de automóviles que saldrá a esperar al heredero de la Corona para acompañarle hasta la población. En honor del príncipe se disponen varios festejos, hallándose las casas adornadas y llegando numerosos forasteros. HUNDIMIENTO DE UN BALNEARIO Torrevieja. — A las dos de la tarde, cuando mayor era la concurrencia de bañistas en el balneario de La Concepción, instalado en una isleta, se produjo una desgracia que en los primeros momentos se temió revistiera los caracteres de una catástrofe. Por causas que aún no se han determinado se hundió totalmente el piso del balneario, cayendo los que se hallaban en el mismo al agua y siendo arrastrados por ésta. Una muchacha de catorce años de edad, llamada Encarnación García, pereció ahogada, a pesar de que, con toda diligencia, se acudió en su auxilio; otra muchacha de una ciudad de Cataluña que había venido a pasar una temporada en el balneario. A consecuencia del accidente han resultado con contusiones de mayor o menor importancia varios bañistas. El hundimiento ocurrió con extraordinaria rapidez y pudo ser más trágico por la aglomeración de personas. En el lugar del suceso se personaron las autoridades y el Juzgado, habiendo comenzado éste la instrucción de las oportunas diligencias. CONSAGRACION DE UN OBISPO Salamanca. — En la catedral se ha verificado la consagración del nuevo obispo de Plasencia, don Agustín Parrado García. Asistieron representaciones del Ayuntamiento y de la Diputación. Ofició el arzobispo de Santiago, ayudado por los obispos de Segovia y Túy y dará misiones de San Isidro de Dueñas.: [1019, 219, 1326, 1375]
- viena-praga-ad: Viena Praga Grandiosa exposición y venta. Alegondad.: [707, 1827, 1006, 1946]
- miramar-title: SALON MIRAMAR: [1361, 1621, 1595, 1653]
- stomach-body: porque está más o menos estropeado. Esto es debido a un exceso de ácido que impide las funciones normales de la digestión. Para hacer una buena digestión hay que eliminar la causa del mal tomando enseguida la Magnesia Bisurada. Media cucharadita de Magnesia Bisurada en medio vaso de agua tomado inmediatamente después de las comidas neutraliza el exceso de ácido y en pocos minutos hace desaparecer el mal digestivo. No sufrid más de vuestro estómago; tomad la Magnesia Bisurada que asegura una buena digestión. De venta en todas las farmacias. Podéis probar la Magnesia Bisurada sin temor de perder su dinero, puesto que cada botella se vende con un compromiso garantizando la devolución del dinero caso de que no se obtengan resultados satisfactorios.: [40, 1864, 374, 2066]
